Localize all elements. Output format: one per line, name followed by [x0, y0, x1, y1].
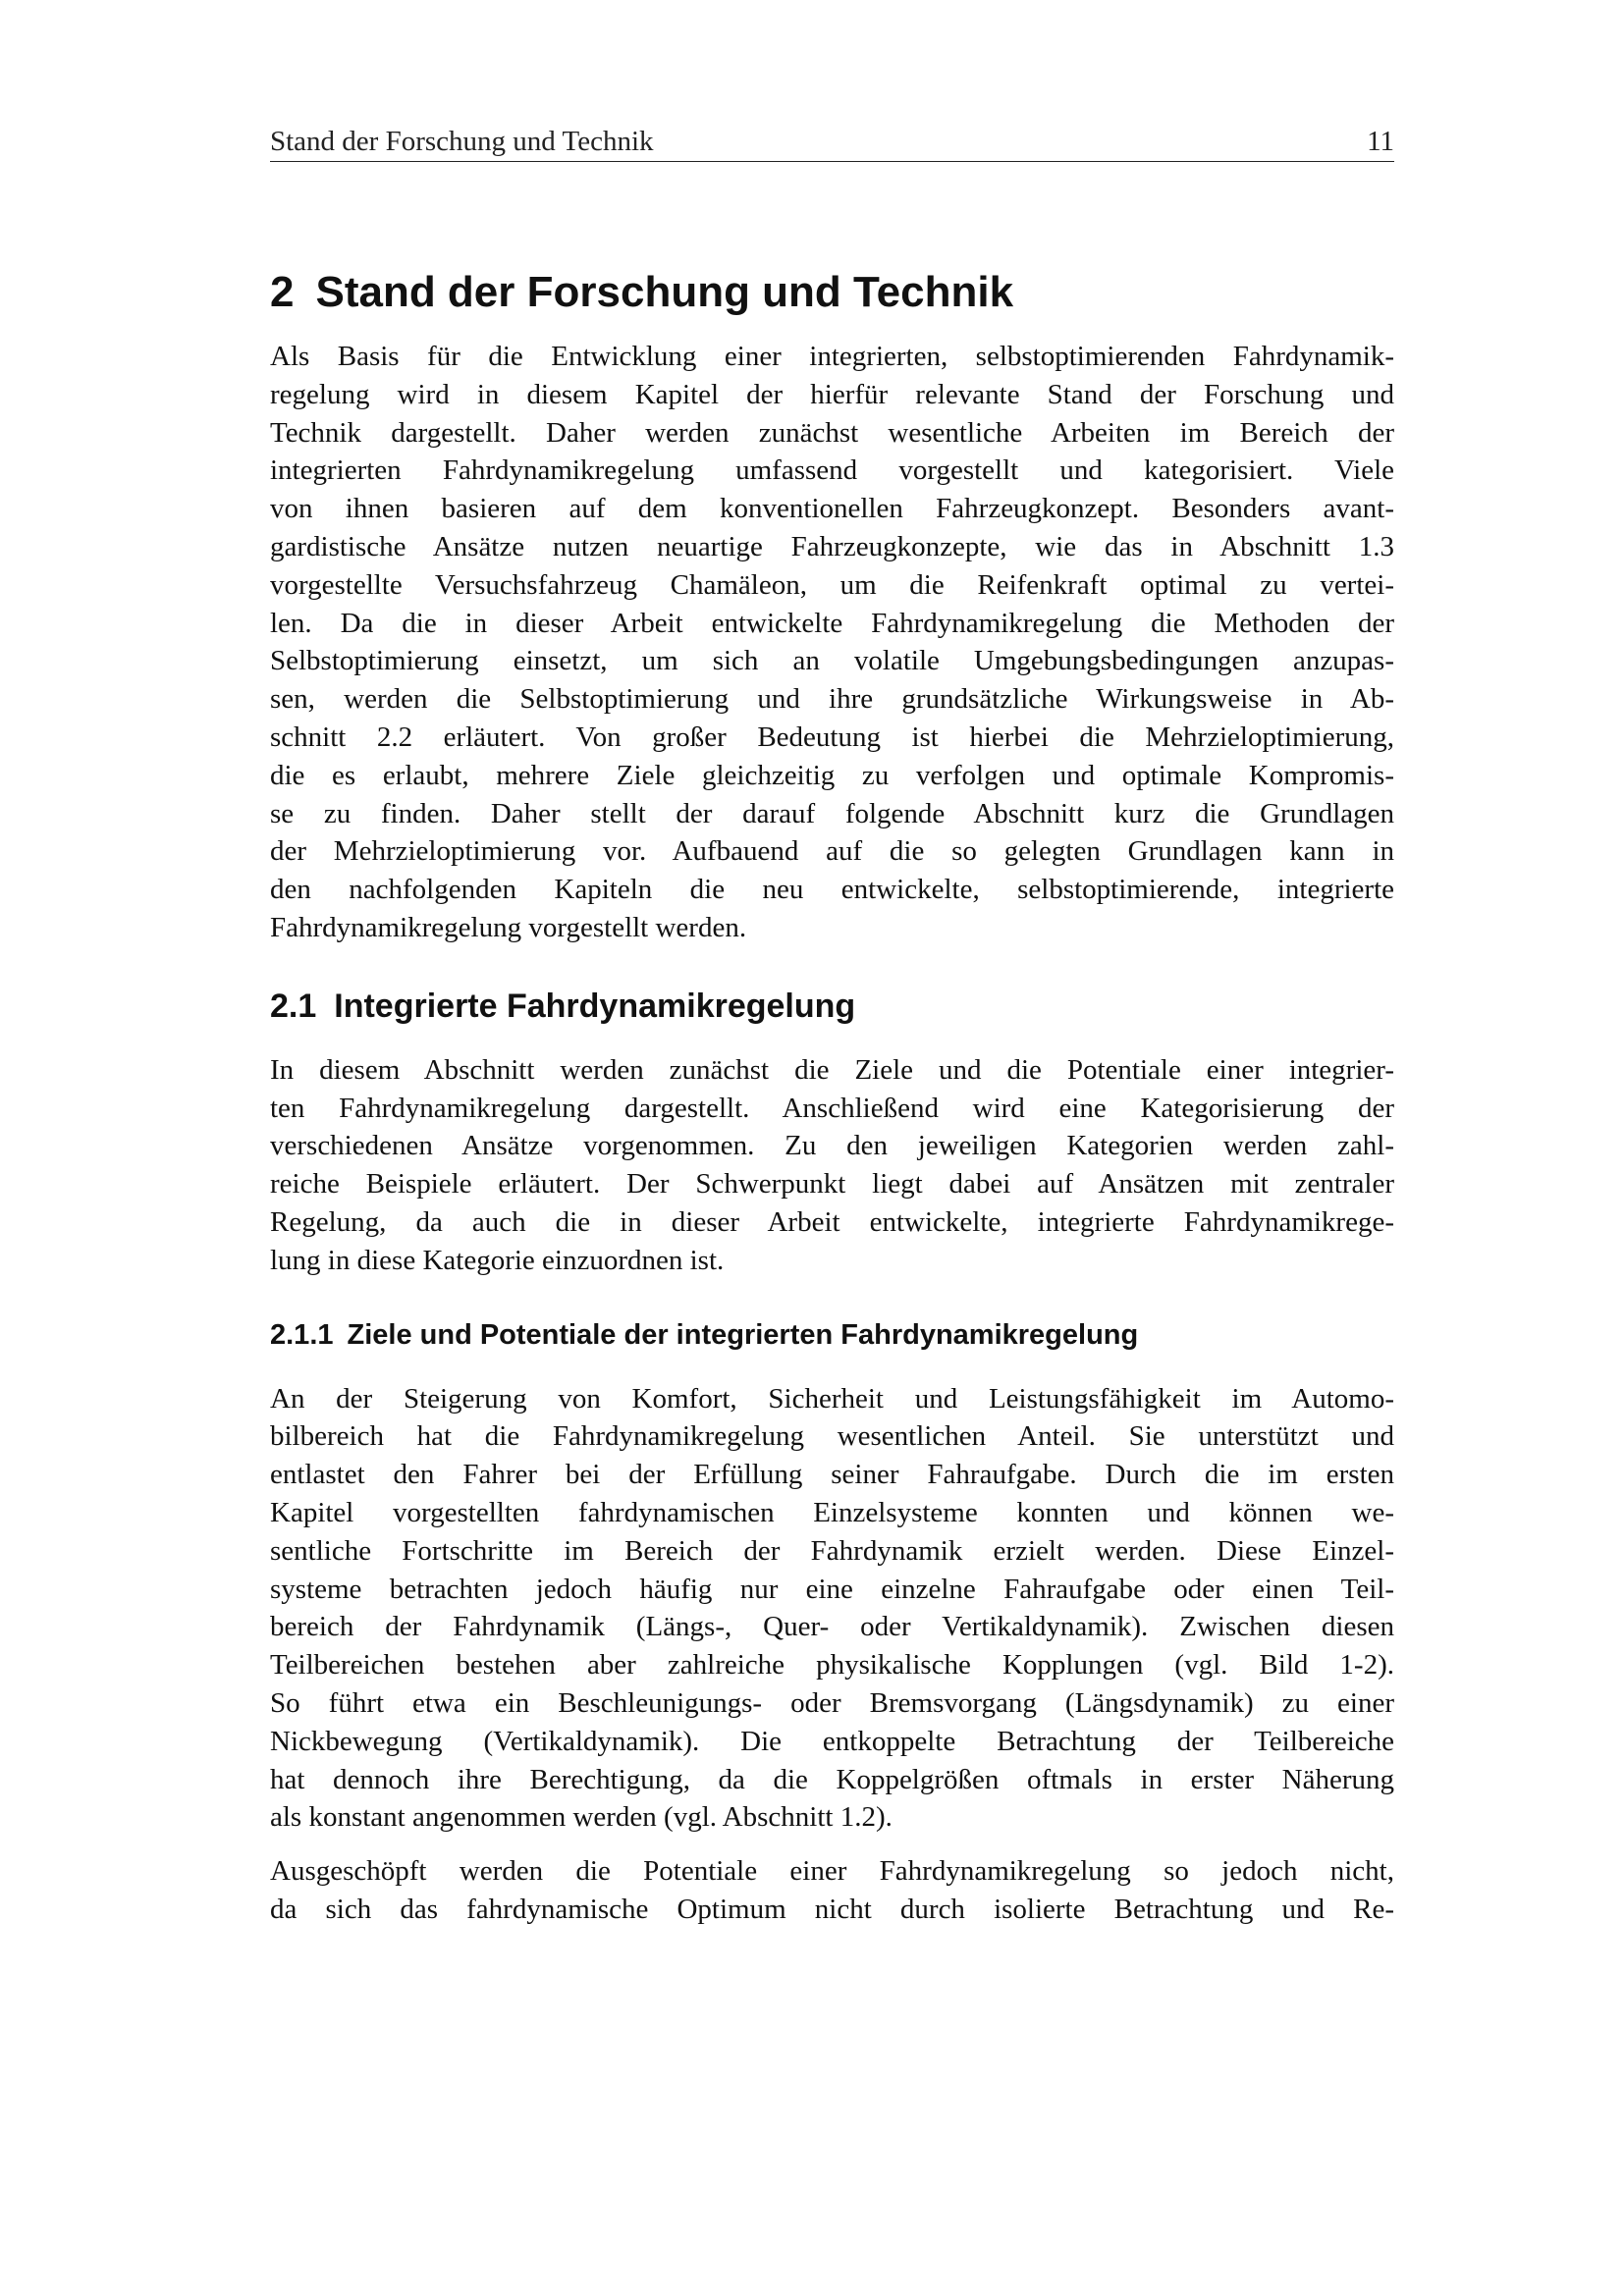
subsection-heading: [270, 1315, 1394, 1355]
text-line: So führt etwa ein Beschleunigungs- oder Bremsvorgang (Längsdynamik) zu einer: [270, 1686, 1394, 1719]
text-line: vorgestellte Versuchsfahrzeug Chamäleon, um die Reifenkraft optimal zu vertei-: [270, 568, 1394, 601]
text-line: lung in diese Kategorie einzuordnen ist.: [270, 1244, 725, 1276]
running-title: Stand der Forschung und Technik: [270, 126, 654, 157]
text-line: integrierten Fahrdynamikregelung umfassend vorgestellt und kategorisiert. Viele: [270, 454, 1394, 487]
text-line: In diesem Abschnitt werden zunächst die Ziele und die Potentiale einer integrier-: [270, 1053, 1394, 1086]
chapter-number: 2: [270, 268, 295, 316]
text-line: sentliche Fortschritte im Bereich der Fahrdynamik erzielt werden. Diese Einzel-: [270, 1534, 1394, 1567]
text-line: Nickbewegung (Vertikaldynamik). Die entkoppelte Betrachtung der Teilbereiche: [270, 1725, 1394, 1757]
text-line: Technik dargestellt. Daher werden zunächst wesentliche Arbeiten im Bereich der: [270, 416, 1394, 449]
final-paragraph: [270, 1852, 1394, 1929]
text-line: bilbereich hat die Fahrdynamikregelung wesentlichen Anteil. Sie unterstützt und: [270, 1420, 1394, 1453]
chapter-title: Stand der Forschung und Technik: [315, 268, 1014, 316]
text-line: Teilbereichen bestehen aber zahlreiche physikalische Kopplungen (vgl. Bild 1-2).: [270, 1649, 1394, 1682]
text-line: Kapitel vorgestellten fahrdynamischen Einzelsysteme konnten und können we-: [270, 1496, 1394, 1528]
text-line: se zu finden. Daher stellt der darauf folgende Abschnitt kurz die Grundlagen: [270, 797, 1394, 829]
section-heading: [270, 985, 1394, 1028]
text-line: ten Fahrdynamikregelung dargestellt. Anschließend wird eine Kategorisierung der: [270, 1092, 1394, 1124]
text-line: reiche Beispiele erläutert. Der Schwerpunkt liegt dabei auf Ansätzen mit zentraler: [270, 1168, 1394, 1201]
text-line: die es erlaubt, mehrere Ziele gleichzeitig zu verfolgen und optimale Kompromis-: [270, 759, 1394, 791]
text-line: von ihnen basieren auf dem konventionellen Fahrzeugkonzept. Besonders avant-: [270, 493, 1394, 525]
text-line: als konstant angenommen werden (vgl. Abschnitt 1.2).: [270, 1801, 893, 1834]
text-line: Fahrdynamikregelung vorgestellt werden.: [270, 911, 747, 943]
text-line: Als Basis für die Entwicklung einer integrierten, selbstoptimierenden Fahrdynamik-: [270, 341, 1394, 372]
text-line: hat dennoch ihre Berechtigung, da die Koppelgrößen oftmals in erster Näherung: [270, 1763, 1394, 1795]
page-number: 11: [1367, 126, 1394, 157]
chapter-heading: [270, 265, 1394, 320]
text-line: verschiedenen Ansätze vorgenommen. Zu den jeweiligen Kategorien werden zahl-: [270, 1130, 1394, 1162]
subsection-title: Ziele und Potentiale der integrierten Fahrdynamikregelung: [347, 1318, 1139, 1351]
page-content: [270, 265, 1394, 1929]
text-line: der Mehrzieloptimierung vor. Aufbauend auf die so gelegten Grundlagen kann in: [270, 835, 1394, 868]
text-line: An der Steigerung von Komfort, Sicherheit und Leistungsfähigkeit im Automo-: [270, 1382, 1394, 1415]
text-line: Regelung, da auch die in dieser Arbeit entwickelte, integrierte Fahrdynamikrege-: [270, 1205, 1394, 1238]
intro-paragraph: [270, 338, 1394, 947]
text-line: sen, werden die Selbstoptimierung und ihre grundsätzliche Wirkungsweise in Ab-: [270, 683, 1394, 716]
subsection-paragraph: [270, 1380, 1394, 1838]
section-title: Integrierte Fahrdynamikregelung: [334, 987, 856, 1025]
text-line: len. Da die in dieser Arbeit entwickelte Fahrdynamikregelung die Methoden der: [270, 607, 1394, 639]
section-paragraph: [270, 1051, 1394, 1280]
text-line: Selbstoptimierung einsetzt, um sich an volatile Umgebungsbedingungen anzupas-: [270, 645, 1394, 677]
subsection-number: 2.1.1: [270, 1318, 334, 1351]
running-header: [270, 126, 1394, 162]
text-line: systeme betrachten jedoch häufig nur eine einzelne Fahraufgabe oder einen Teil-: [270, 1573, 1394, 1605]
text-line: regelung wird in diesem Kapitel der hierfür relevante Stand der Forschung und: [270, 378, 1394, 410]
text-line: den nachfolgenden Kapiteln die neu entwickelte, selbstoptimierende, integrierte: [270, 874, 1394, 906]
text-line: Ausgeschöpft werden die Potentiale einer Fahrdynamikregelung so jedoch nicht,: [270, 1855, 1394, 1888]
text-line: entlastet den Fahrer bei der Erfüllung seiner Fahraufgabe. Durch die im ersten: [270, 1459, 1394, 1491]
text-line: da sich das fahrdynamische Optimum nicht durch isolierte Betrachtung und Re-: [270, 1893, 1394, 1925]
text-line: bereich der Fahrdynamik (Längs-, Quer- oder Vertikaldynamik). Zwischen diesen: [270, 1611, 1394, 1643]
section-number: 2.1: [270, 987, 317, 1025]
text-line: gardistische Ansätze nutzen neuartige Fahrzeugkonzepte, wie das in Abschnitt 1.3: [270, 530, 1394, 562]
text-line: schnitt 2.2 erläutert. Von großer Bedeutung ist hierbei die Mehrzieloptimierung,: [270, 721, 1394, 753]
